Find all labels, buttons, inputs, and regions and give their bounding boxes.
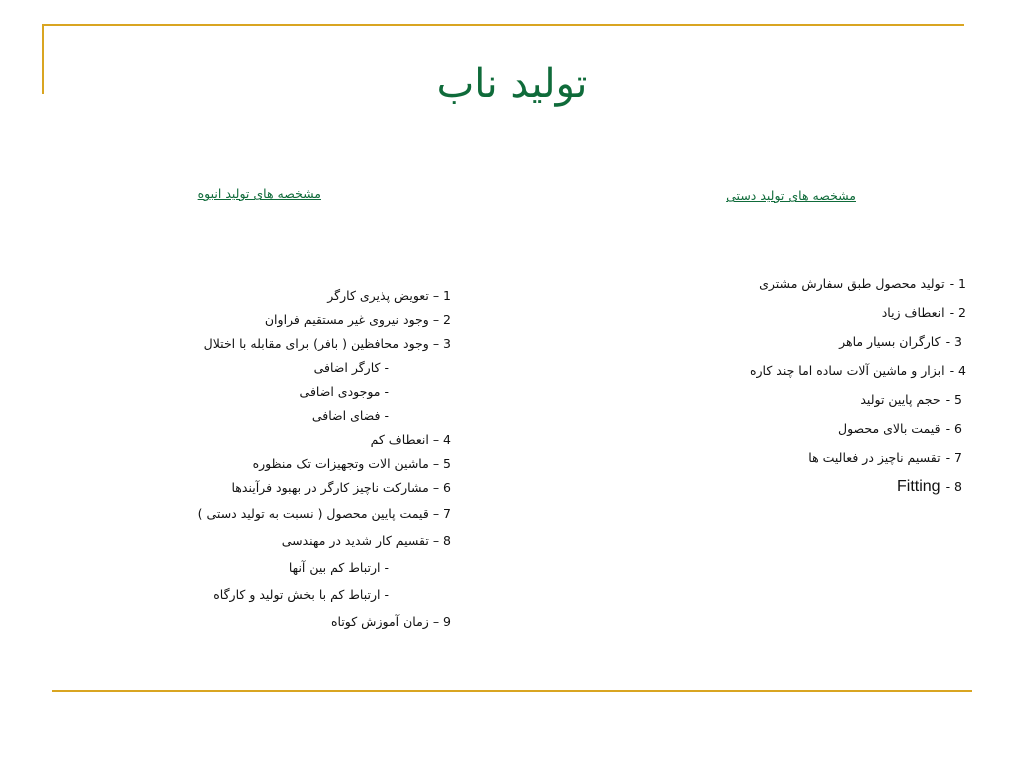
list-item: 3 –وجود محافظین ( بافر) برای مقابله با اختلال [203, 336, 451, 351]
frame-top-line [42, 24, 964, 26]
list-item: 4 - ابزار و ماشین آلات ساده اما چند کاره [749, 363, 966, 378]
slide-title: تولید ناب [436, 61, 588, 107]
list-sub-item: -فضای اضافی [311, 408, 389, 423]
list-item: 1 - تولید محصول طبق سفارش مشتری [759, 276, 966, 291]
list-item: 6 –مشارکت ناچیز کارگر در بهبود فرآیندها [231, 480, 451, 495]
list-item: 2 –وجود نیروی غیر مستقیم فراوان [264, 312, 451, 327]
list-item: 7 - تقسیم ناچیز در فعالیت ها [808, 450, 962, 465]
list-sub-item: -کارگر اضافی [313, 360, 389, 375]
list-item: 6 - قیمت بالای محصول [838, 421, 962, 436]
list-item: 8 –تقسیم کار شدید در مهندسی [281, 533, 451, 548]
list-item: 5 –ماشین الات وتجهیزات تک منظوره [252, 456, 451, 471]
frame-bottom-line [52, 690, 972, 692]
list-sub-item: -ارتباط کم بین آنها [288, 560, 389, 575]
heading-manual-production: مشخصه های تولید دستی [726, 188, 856, 203]
mass-production-list [131, 284, 451, 635]
heading-mass-production: مشخصه های تولید انبوه [197, 186, 321, 201]
manual-production-list [646, 269, 966, 501]
list-sub-item: -ارتباط کم با بخش تولید و کارگاه [213, 587, 389, 602]
list-item: 4 –انعطاف کم [370, 432, 451, 447]
list-item: 8 - Fitting [896, 477, 962, 495]
list-item: 3 - کارگران بسیار ماهر [839, 334, 962, 349]
list-item: 9 –زمان آموزش کوتاه [330, 614, 451, 629]
list-item: 7 –قیمت پایین محصول ( نسبت به تولید دستی ) [197, 506, 451, 521]
list-item: 1 –تعویض پذیری کارگر [327, 288, 451, 303]
list-item: 5 - حجم پایین تولید [860, 392, 962, 407]
list-item: 2 - انعطاف زیاد [881, 305, 966, 320]
list-sub-item: -موجودی اضافی [299, 384, 389, 399]
